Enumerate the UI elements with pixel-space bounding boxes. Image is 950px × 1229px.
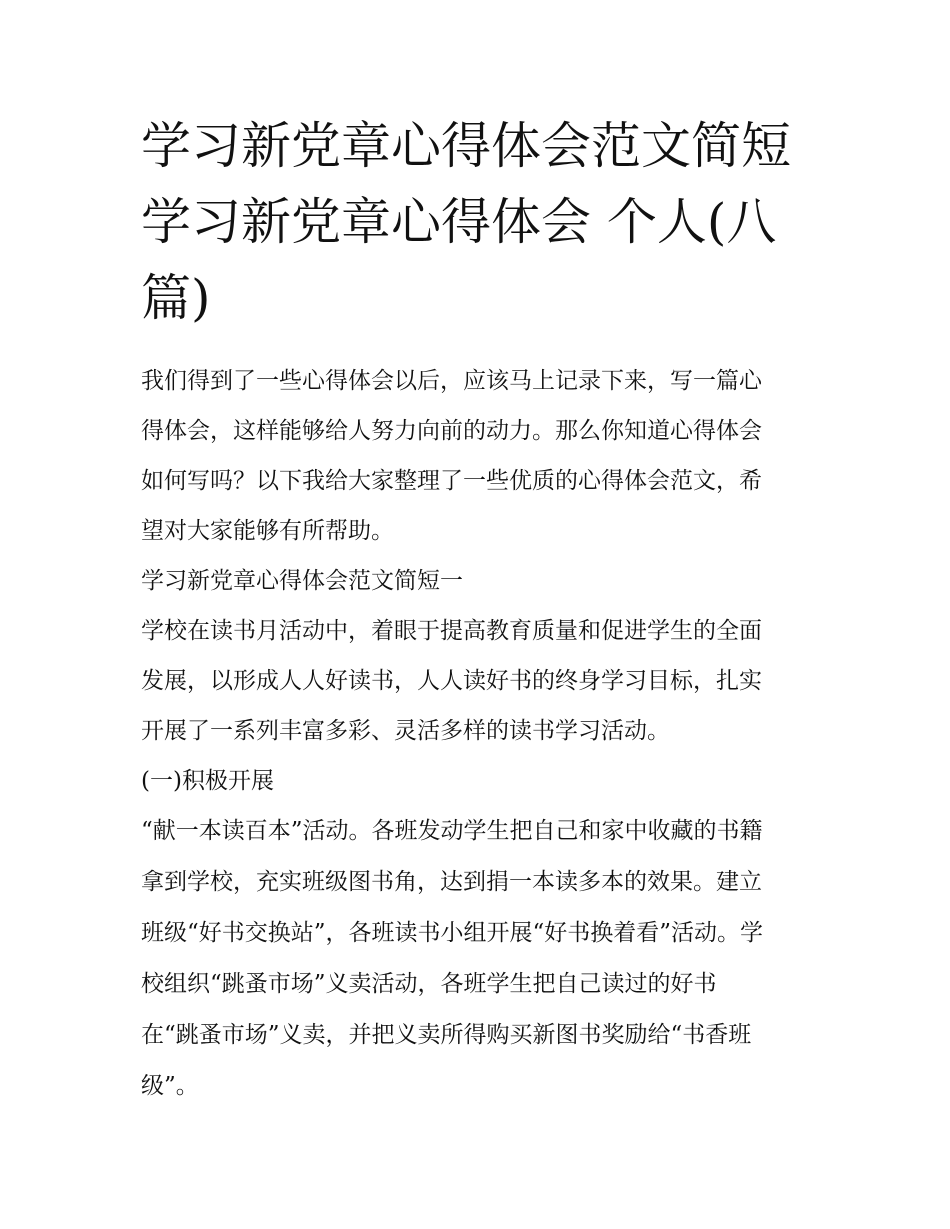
paragraph-line: “献一本读百本”活动。各班发动学生把自己和家中收藏的书籍 — [141, 818, 763, 844]
intro-line: 如何写吗？以下我给大家整理了一些优质的心得体会范文，希 — [141, 468, 762, 494]
paragraph-line: 班级“好书交换站”，各班读书小组开展“好书换着看”活动。学 — [141, 920, 764, 946]
document-title — [141, 108, 821, 336]
intro-line: 望对大家能够有所帮助。 — [141, 518, 394, 544]
title-line: 学习新党章心得体会 个人(八 — [141, 193, 777, 251]
title-line: 篇) — [141, 269, 211, 327]
intro-line: 我们得到了一些心得体会以后，应该马上记录下来，写一篇心 — [141, 368, 762, 394]
paragraph-line: 在“跳蚤市场”义卖，并把义卖所得购买新图书奖励给“书香班 — [141, 1022, 752, 1048]
paragraph-line: 拿到学校，充实班级图书角，达到捐一本读多本的效果。建立 — [141, 869, 762, 895]
subheading: (一)积极开展 — [141, 768, 274, 794]
paragraph-line: 学校在读书月活动中，着眼于提高教育质量和促进学生的全面 — [141, 618, 762, 644]
section-heading: 学习新党章心得体会范文简短一 — [141, 568, 463, 594]
paragraph-line: 开展了一系列丰富多彩、灵活多样的读书学习活动。 — [141, 718, 670, 744]
paragraph-line: 发展，以形成人人好读书，人人读好书的终身学习目标，扎实 — [141, 668, 762, 694]
paragraph-line: 校组织“跳蚤市场”义卖活动，各班学生把自己读过的好书 — [141, 971, 717, 997]
intro-line: 得体会，这样能够给人努力向前的动力。那么你知道心得体会 — [141, 418, 762, 444]
title-line: 学习新党章心得体会范文简短 — [141, 117, 791, 175]
paragraph-line: 级”。 — [141, 1073, 199, 1099]
